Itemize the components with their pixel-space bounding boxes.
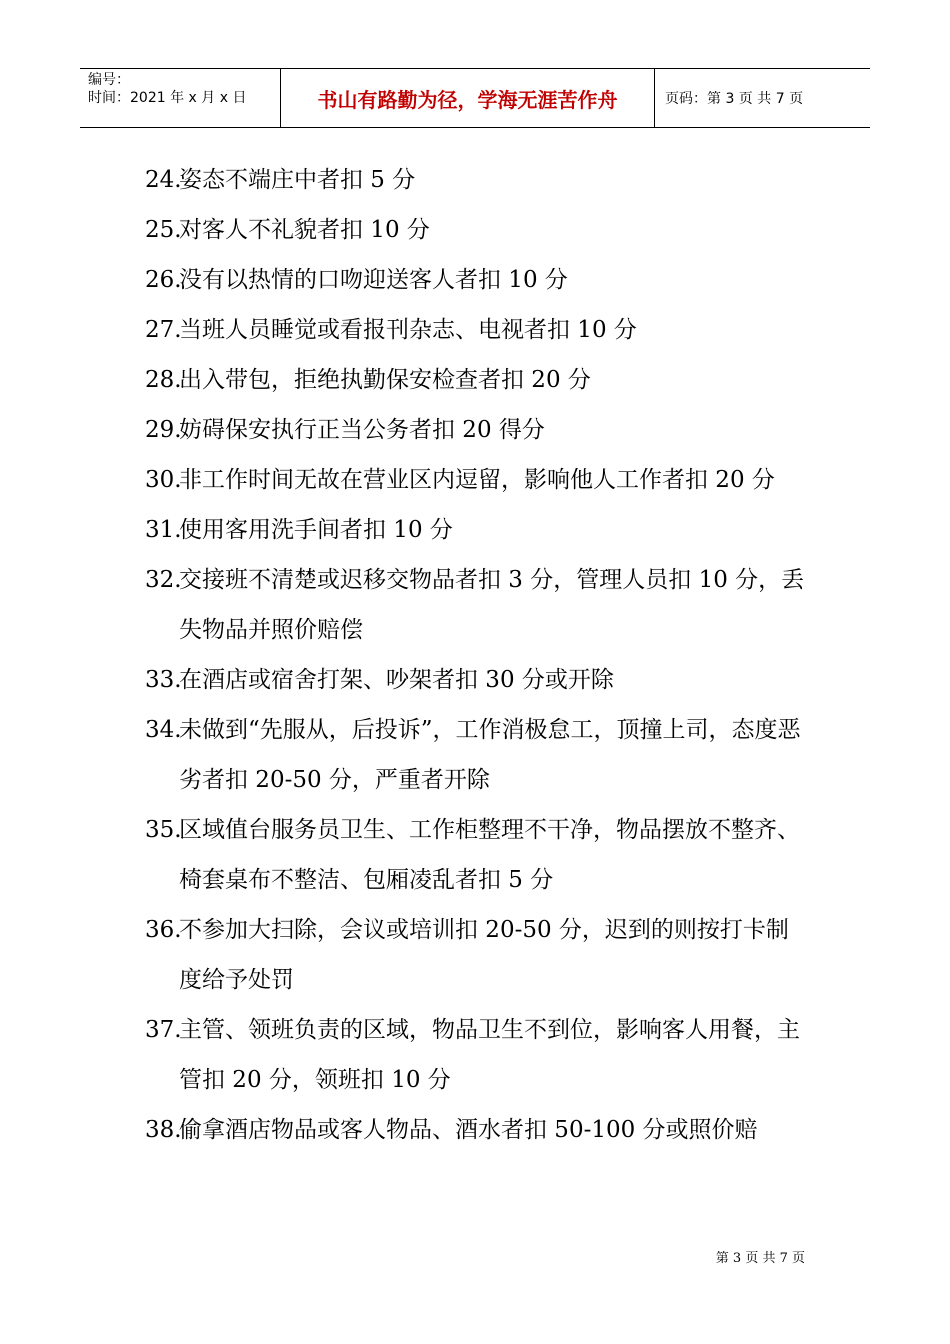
item-text: 偷拿酒店物品或客人物品、酒水者扣 50-100 分或照价赔 [179, 1117, 758, 1143]
list-item [145, 155, 810, 205]
item-number: 34. [145, 717, 182, 743]
item-text: 非工作时间无故在营业区内逗留，影响他人工作者扣 20 分 [179, 467, 775, 493]
item-text: 主管、领班负责的区域，物品卫生不到位，影响客人用餐，主管扣 20 分，领班扣 10 分 [179, 1017, 800, 1093]
item-number: 26. [145, 267, 182, 293]
item-number: 37. [145, 1017, 182, 1043]
item-text: 使用客用洗手间者扣 10 分 [179, 517, 453, 543]
header-meta [80, 69, 281, 127]
list-item [145, 305, 810, 355]
list-item [145, 905, 810, 1005]
item-number: 33. [145, 667, 182, 693]
item-number: 28. [145, 367, 182, 393]
item-number: 29. [145, 417, 182, 443]
item-text: 当班人员睡觉或看报刊杂志、电视者扣 10 分 [179, 317, 637, 343]
item-number: 38. [145, 1117, 182, 1143]
list-item [145, 805, 810, 905]
item-text: 未做到“先服从，后投诉”，工作消极怠工，顶撞上司，态度恶劣者扣 20-50 分，严重者开除 [179, 717, 801, 793]
item-text: 在酒店或宿舍打架、吵架者扣 30 分或开除 [179, 667, 614, 693]
list-item [145, 505, 810, 555]
item-text: 交接班不清楚或迟移交物品者扣 3 分，管理人员扣 10 分，丢失物品并照价赔偿 [179, 567, 805, 643]
list-item [145, 705, 810, 805]
item-text: 对客人不礼貌者扣 10 分 [179, 217, 430, 243]
item-number: 24. [145, 167, 182, 193]
list-item [145, 205, 810, 255]
item-number: 27. [145, 317, 182, 343]
item-text: 姿态不端庄中者扣 5 分 [179, 167, 416, 193]
item-number: 31. [145, 517, 182, 543]
item-number: 25. [145, 217, 182, 243]
list-item [145, 455, 810, 505]
list-item [145, 1105, 810, 1155]
list-item [145, 255, 810, 305]
item-text: 妨碍保安执行正当公务者扣 20 得分 [179, 417, 545, 443]
item-number: 30. [145, 467, 182, 493]
header-page-label: 页码：第 3 页 共 7 页 [665, 91, 804, 107]
list-item [145, 1005, 810, 1105]
item-number: 36. [145, 917, 182, 943]
page-footer: 第 3 页 共 7 页 [715, 1251, 805, 1266]
item-text: 出入带包，拒绝执勤保安检查者扣 20 分 [179, 367, 591, 393]
list-item [145, 405, 810, 455]
document-number-label: 编号： [88, 72, 130, 88]
list-item [145, 555, 810, 655]
rules-list [145, 155, 810, 1155]
list-item [145, 355, 810, 405]
item-number: 32. [145, 567, 182, 593]
item-number: 35. [145, 817, 182, 843]
document-date-label: 时间：2021 年 x 月 x 日 [88, 90, 247, 106]
page-header [80, 68, 870, 128]
list-item [145, 655, 810, 705]
item-text: 区域值台服务员卫生、工作柜整理不干净，物品摆放不整齐、椅套桌布不整洁、包厢凌乱者扣 5 分 [179, 817, 800, 893]
item-text: 不参加大扫除，会议或培训扣 20-50 分，迟到的则按打卡制度给予处罚 [179, 917, 789, 993]
item-text: 没有以热情的口吻迎送客人者扣 10 分 [179, 267, 568, 293]
header-motto: 书山有路勤为径，学海无涯苦作舟 [281, 69, 655, 127]
